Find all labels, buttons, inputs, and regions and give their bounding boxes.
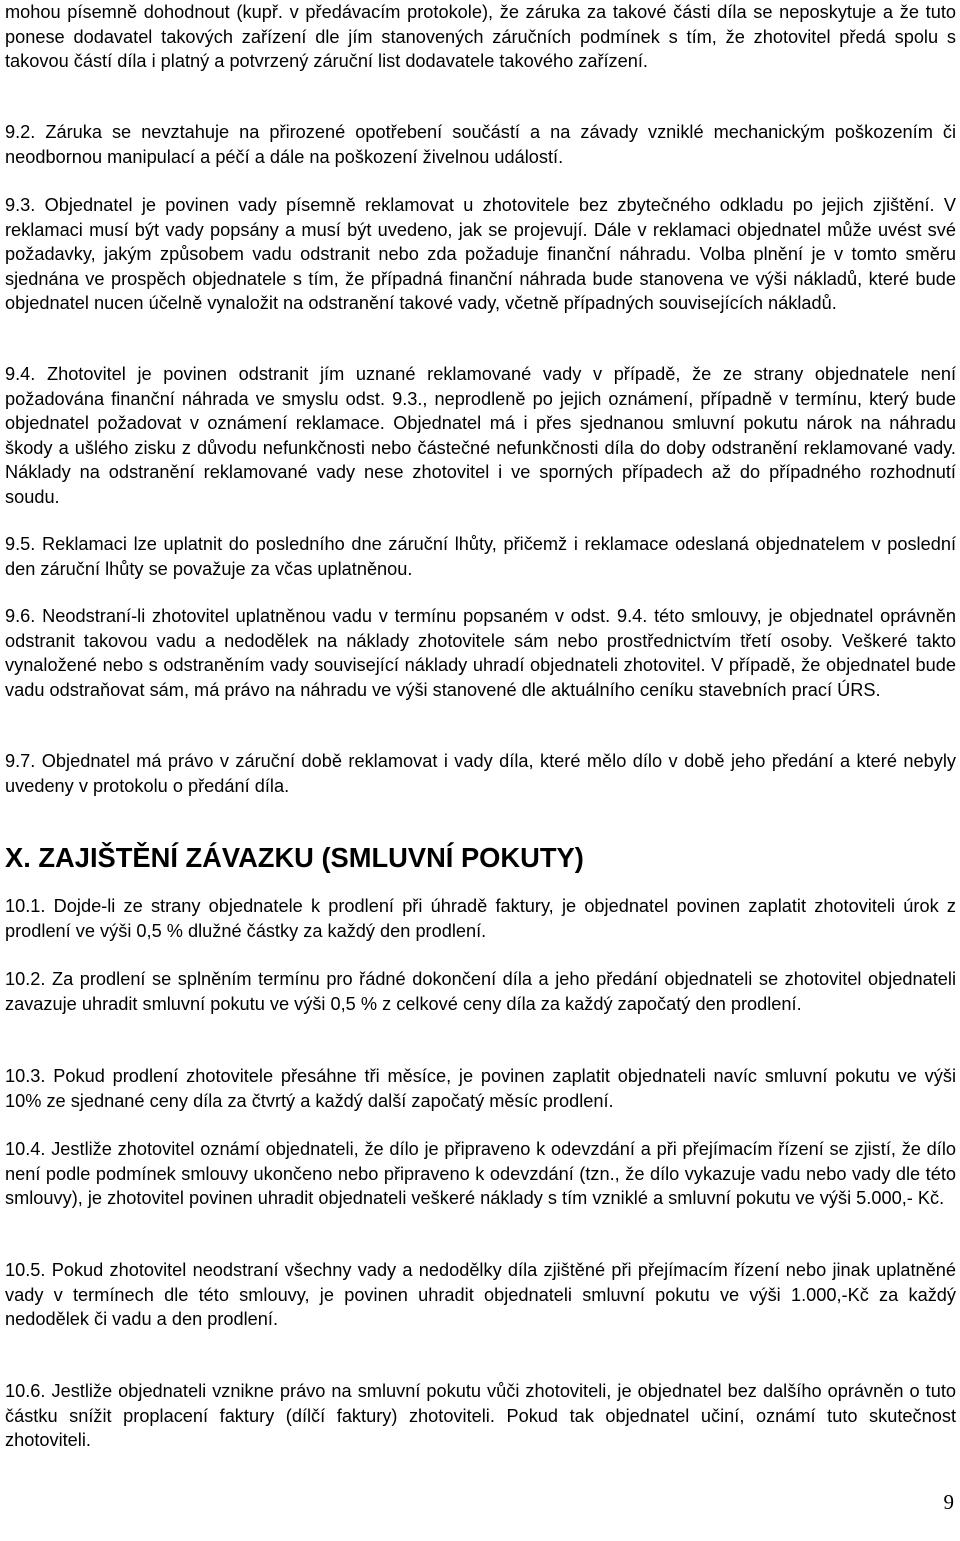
- paragraph-10-3: 10.3. Pokud prodlení zhotovitele přesáhne tři měsíce, je povinen zaplatit objednateli navíc smluvní pokutu ve výši 10% ze sjednané ceny díla za čtvrtý a každý další započatý měsíc prodlení.: [5, 1066, 956, 1111]
- paragraph-9-2: 9.2. Záruka se nevztahuje na přirozené opotřebení součástí a na závady vzniklé mechanickým poškozením či neodbornou manipulací a péčí a dále na poškození živelnou událostí.: [5, 122, 956, 167]
- paragraph-10-4: 10.4. Jestliže zhotovitel oznámí objednateli, že dílo je připraveno k odevzdání a při přejímacím řízení se zjistí, že dílo není podle podmínek smlouvy ukončeno nebo připraveno k odevzdání (tzn., že dílo vykazuje vadu nebo vady dle této smlouvy), je zhotovitel povinen uhradit objednateli veškeré náklady s tím vzniklé a smluvní pokutu ve výši 5.000,- Kč.: [5, 1139, 956, 1209]
- paragraph-10-1: 10.1. Dojde-li ze strany objednatele k prodlení při úhradě faktury, je objednatel povinen zaplatit zhotoviteli úrok z prodlení ve výši 0,5 % dlužné částky za každý den prodlení.: [5, 896, 956, 941]
- paragraph-10-6: 10.6. Jestliže objednateli vznikne právo na smluvní pokutu vůči zhotoviteli, je objednatel bez dalšího oprávněn o tuto částku snížit proplacení faktury (dílčí faktury) zhotoviteli. Pokud tak objednatel učiní, oznámí tuto skutečnost zhotoviteli.: [5, 1381, 956, 1451]
- paragraph-9-7: 9.7. Objednatel má právo v záruční době reklamovat i vady díla, které mělo dílo v době jeho předání a které nebyly uvedeny v protokolu o předání díla.: [5, 751, 956, 796]
- paragraph-9-4: 9.4. Zhotovitel je povinen odstranit jím uznané reklamované vady v případě, že ze strany objednatele není požadována finanční náhrada ve smyslu odst. 9.3., neprodleně po jejich oznámení, případně v termínu, který bude objednatel požadovat v oznámení reklamace. Objednatel má i přes sjednanou smluvní pokutu nárok na náhradu škody a ušlého zisku z důvodu nefunkčnosti nebo částečné nefunkčnosti díla do doby odstranění reklamované vady. Náklady na odstranění reklamované vady nese zhotovitel i ve sporných případech až do případného rozhodnutí soudu.: [5, 364, 956, 507]
- paragraph-9-6: 9.6. Neodstraní-li zhotovitel uplatněnou vadu v termínu popsaném v odst. 9.4. této smlouvy, je objednatel oprávněn odstranit takovou vadu a nedodělek na náklady zhotovitele sám nebo prostřednictvím třetí osoby. Veškeré takto vynaložené nebo s odstraněním vady související náklady uhradí objednateli zhotovitel. V případě, že objednatel bude vadu odstraňovat sám, má právo na náhradu ve výši stanovené dle aktuálního ceníku stavebních prací ÚRS.: [5, 606, 956, 700]
- paragraph-9-5: 9.5. Reklamaci lze uplatnit do posledního dne záruční lhůty, přičemž i reklamace odeslaná objednatelem v poslední den záruční lhůty se považuje za včas uplatněnou.: [5, 534, 956, 579]
- paragraph-9-3: 9.3. Objednatel je povinen vady písemně reklamovat u zhotovitele bez zbytečného odkladu po jejich zjištění. V reklamaci musí být vady popsány a musí být uvedeno, jak se projevují. Dále v reklamaci objednatel může uvést své požadavky, jakým způsobem vadu odstranit nebo zda požaduje finanční náhradu. Volba plnění je v tomto směru sjednána ve prospěch objednatele s tím, že případná finanční náhrada bude stanovena ve výši nákladů, které bude objednatel nucen účelně vynaložit na odstranění takové vady, včetně případných souvisejících nákladů.: [5, 195, 956, 314]
- section-heading: X. ZAJIŠTĚNÍ ZÁVAZKU (SMLUVNÍ POKUTY): [5, 842, 584, 873]
- paragraph-10-5: 10.5. Pokud zhotovitel neodstraní všechny vady a nedodělky díla zjištěné při přejímacím řízení nebo jinak uplatněné vady v termínech dle této smlouvy, je povinen uhradit objednateli smluvní pokutu ve výši 1.000,-Kč za každý nedodělek či vadu a den prodlení.: [5, 1260, 956, 1330]
- page-number: 9: [943, 1490, 954, 1514]
- paragraph-10-2: 10.2. Za prodlení se splněním termínu pro řádné dokončení díla a jeho předání objednateli se zhotovitel objednateli zavazuje uhradit smluvní pokutu ve výši 0,5 % z celkové ceny díla za každý započatý den prodlení.: [5, 969, 956, 1014]
- paragraph-9-1-continued: mohou písemně dohodnout (kupř. v předávacím protokole), že záruka za takové části díla se neposkytuje a že tuto ponese dodavatel takových zařízení dle jím stanovených záručních podmínek s tím, že zhotovitel předá spolu s takovou částí díla i platný a potvrzený záruční list dodavatele takového zařízení.: [5, 2, 956, 72]
